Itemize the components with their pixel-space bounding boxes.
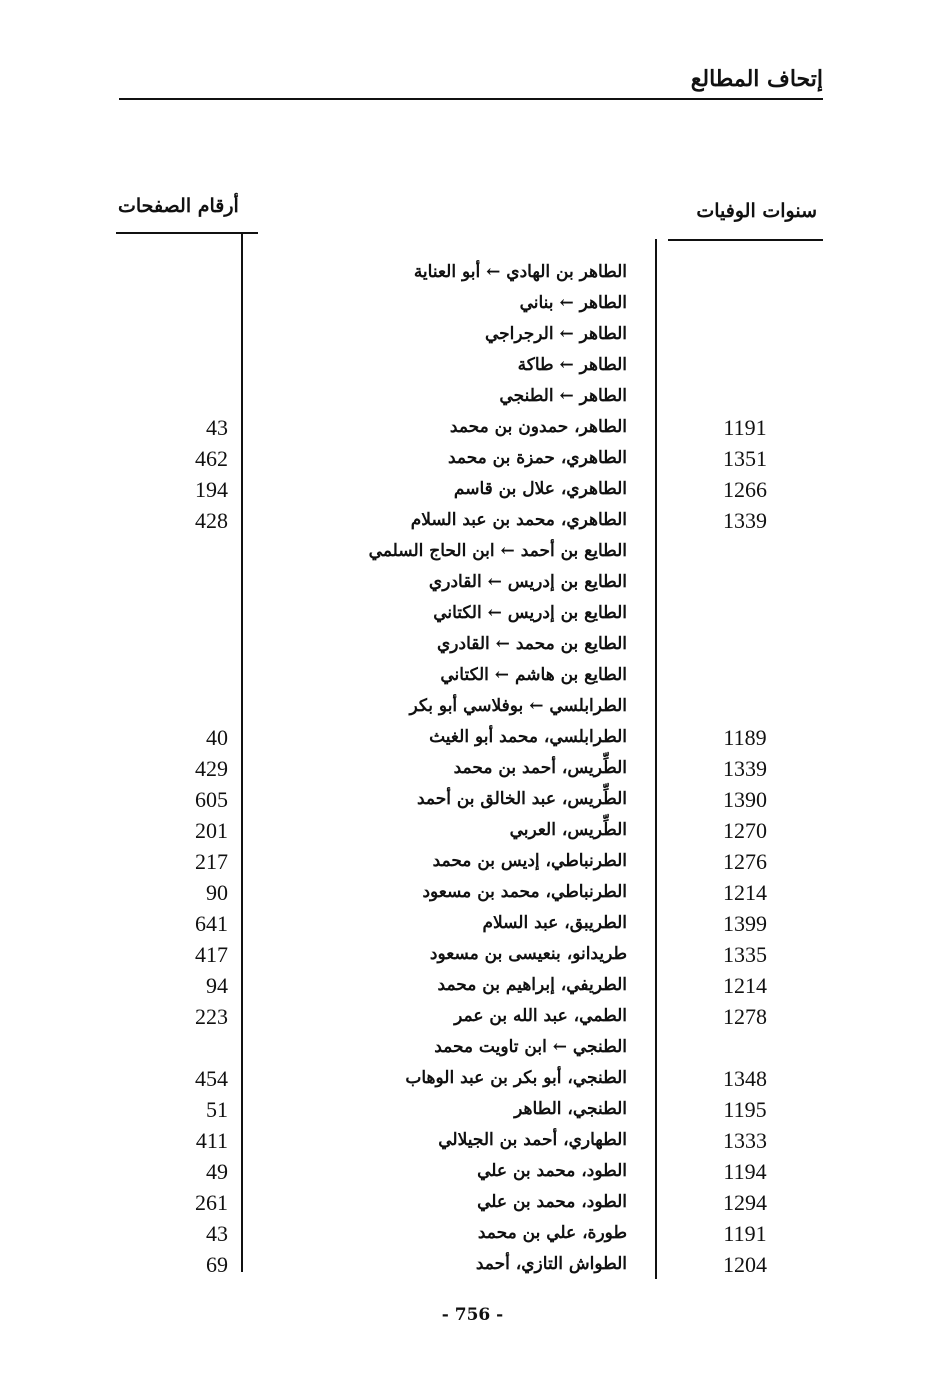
book-title: إتحاف المطالع [690, 66, 823, 92]
entry-page-number: 201 [195, 818, 228, 843]
table-row [0, 908, 945, 939]
entry-death-year [710, 319, 780, 350]
table-row [0, 443, 945, 474]
table-row [0, 474, 945, 505]
entry-death-year: 1204 [723, 1252, 767, 1277]
years-column-top-rule [668, 239, 823, 241]
entry-page-number [150, 1032, 228, 1063]
entry-page-number [150, 381, 228, 412]
entry-death-year [710, 1032, 780, 1063]
entry-name: الطنجي، أبو بكر بن عبد الوهاب [405, 1068, 627, 1088]
entry-page-number [150, 288, 228, 319]
entry-name: الطاهري، علال بن قاسم [453, 479, 627, 499]
entry-death-year: 1270 [723, 818, 767, 843]
table-row [0, 288, 945, 319]
entry-page-number [150, 319, 228, 350]
entry-name: الطود، محمد بن علي [477, 1192, 627, 1212]
table-row [0, 505, 945, 536]
entry-page-number [150, 257, 228, 288]
entry-death-year: 1266 [723, 477, 767, 502]
entry-page-number: 51 [206, 1097, 228, 1122]
entry-death-year [710, 536, 780, 567]
entry-page-number: 217 [195, 849, 228, 874]
entry-death-year: 1191 [723, 1221, 767, 1246]
entry-name: الطرنباطي، إديس بن محمد [432, 851, 627, 871]
entry-death-year: 1195 [723, 1097, 767, 1122]
entry-name: الطاهري، محمد بن عبد السلام [410, 510, 627, 530]
table-row [0, 1187, 945, 1218]
entry-page-number: 49 [206, 1159, 228, 1184]
entry-name: الطاهر بن الهادي ← أبو العناية [413, 262, 627, 282]
table-row [0, 815, 945, 846]
entry-death-year: 1276 [723, 849, 767, 874]
entry-page-number: 411 [195, 1128, 228, 1153]
table-row [0, 1032, 945, 1063]
pages-column-heading: أرقام الصفحات [118, 195, 239, 217]
entry-death-year [710, 629, 780, 660]
pages-column-top-rule [116, 232, 258, 234]
entry-name: الطاهري، حمزة بن محمد [447, 448, 627, 468]
table-row [0, 660, 945, 691]
entry-page-number [150, 567, 228, 598]
entry-page-number: 454 [195, 1066, 228, 1091]
entry-death-year: 1278 [723, 1004, 767, 1029]
entry-death-year: 1348 [723, 1066, 767, 1091]
table-row [0, 784, 945, 815]
table-row [0, 412, 945, 443]
entry-name: طورة، علي بن محمد [477, 1223, 627, 1243]
table-row [0, 1094, 945, 1125]
entry-death-year [710, 288, 780, 319]
entry-name: الطايع بن هاشم ← الكتاني [440, 665, 627, 685]
table-row [0, 877, 945, 908]
entry-death-year [710, 567, 780, 598]
entry-name: الطريفي، إبراهيم بن محمد [437, 975, 627, 995]
entry-death-year [710, 257, 780, 288]
entry-name: الطايع بن محمد ← القادري [437, 634, 627, 654]
table-row [0, 1218, 945, 1249]
entry-death-year [710, 381, 780, 412]
table-row [0, 1156, 945, 1187]
entry-name: الطرنباطي، محمد بن مسعود [422, 882, 627, 902]
index-rows [0, 257, 945, 1280]
table-row [0, 1063, 945, 1094]
entry-name: الطرابلسي ← بوفلاسي أبو بكر [409, 696, 627, 716]
entry-page-number: 94 [206, 973, 228, 998]
entry-page-number [150, 536, 228, 567]
entry-name: الطنجي، الطاهر [514, 1099, 627, 1119]
entry-page-number: 417 [195, 942, 228, 967]
entry-name: الطرابلسي، محمد أبو الغيث [429, 727, 627, 747]
entry-page-number: 429 [195, 756, 228, 781]
table-row [0, 939, 945, 970]
table-row [0, 1125, 945, 1156]
entry-name: الطِّريس، العربي [509, 820, 627, 840]
table-row [0, 350, 945, 381]
entry-name: الطايع بن أحمد ← ابن الحاج السلمي [368, 541, 627, 561]
entry-page-number: 69 [206, 1252, 228, 1277]
entry-page-number: 428 [195, 508, 228, 533]
entry-page-number: 90 [206, 880, 228, 905]
entry-name: الطاهر ← الطنجي [499, 386, 627, 406]
entry-page-number: 223 [195, 1004, 228, 1029]
entry-name: الطاهر، حمدون بن محمد [449, 417, 627, 437]
table-row [0, 753, 945, 784]
page-number: - 756 - [441, 1305, 504, 1325]
entry-name: الطاهر ← الرجراجي [484, 324, 627, 344]
entry-death-year: 1399 [723, 911, 767, 936]
entry-name: الطنجي ← ابن تاويت محمد [434, 1037, 627, 1057]
entry-death-year [710, 691, 780, 722]
entry-page-number: 194 [195, 477, 228, 502]
entry-death-year: 1214 [723, 880, 767, 905]
entry-death-year: 1339 [723, 508, 767, 533]
entry-death-year [710, 660, 780, 691]
table-row [0, 1249, 945, 1280]
entry-death-year: 1294 [723, 1190, 767, 1215]
entry-page-number [150, 691, 228, 722]
entry-page-number [150, 350, 228, 381]
table-row [0, 846, 945, 877]
entry-death-year [710, 350, 780, 381]
entry-name: الطواش التازي، أحمد [475, 1254, 627, 1274]
entry-name: الطود، محمد بن علي [477, 1161, 627, 1181]
entry-death-year: 1333 [723, 1128, 767, 1153]
table-row [0, 970, 945, 1001]
entry-death-year: 1390 [723, 787, 767, 812]
entry-name: الطريبق، عبد السلام [482, 913, 627, 933]
entry-page-number: 261 [195, 1190, 228, 1215]
entry-death-year [710, 598, 780, 629]
entry-name: الطاهر ← طاكة [517, 355, 627, 375]
entry-page-number [150, 660, 228, 691]
table-row [0, 567, 945, 598]
table-row [0, 598, 945, 629]
entry-name: الطاهر ← بناني [519, 293, 627, 313]
entry-page-number: 605 [195, 787, 228, 812]
table-row [0, 319, 945, 350]
entry-name: الطمي، عبد الله بن عمر [454, 1006, 627, 1026]
entry-death-year: 1189 [723, 725, 767, 750]
entry-page-number: 462 [195, 446, 228, 471]
entry-page-number [150, 598, 228, 629]
entry-page-number: 43 [206, 1221, 228, 1246]
table-row [0, 1001, 945, 1032]
entry-death-year: 1351 [723, 446, 767, 471]
entry-name: الطايع بن إدريس ← الكتاني [433, 603, 627, 623]
entry-name: الطِّريس، أحمد بن محمد [453, 758, 627, 778]
entry-name: طريدانو، بنعيسى بن مسعود [429, 944, 627, 964]
table-row [0, 691, 945, 722]
years-column-heading: سنوات الوفيات [696, 200, 817, 222]
table-row [0, 722, 945, 753]
table-row [0, 381, 945, 412]
entry-page-number: 40 [206, 725, 228, 750]
entry-page-number [150, 629, 228, 660]
header-rule [119, 98, 823, 100]
entry-name: الطايع بن إدريس ← القادري [428, 572, 627, 592]
entry-death-year: 1214 [723, 973, 767, 998]
entry-page-number: 43 [206, 415, 228, 440]
entry-name: الطِّريس، عبد الخالق بن أحمد [416, 789, 627, 809]
table-row [0, 536, 945, 567]
entry-death-year: 1339 [723, 756, 767, 781]
entry-death-year: 1194 [723, 1159, 767, 1184]
table-row [0, 257, 945, 288]
table-row [0, 629, 945, 660]
entry-name: الطهاري، أحمد بن الجيلالي [438, 1130, 627, 1150]
entry-death-year: 1191 [723, 415, 767, 440]
entry-page-number: 641 [195, 911, 228, 936]
entry-death-year: 1335 [723, 942, 767, 967]
